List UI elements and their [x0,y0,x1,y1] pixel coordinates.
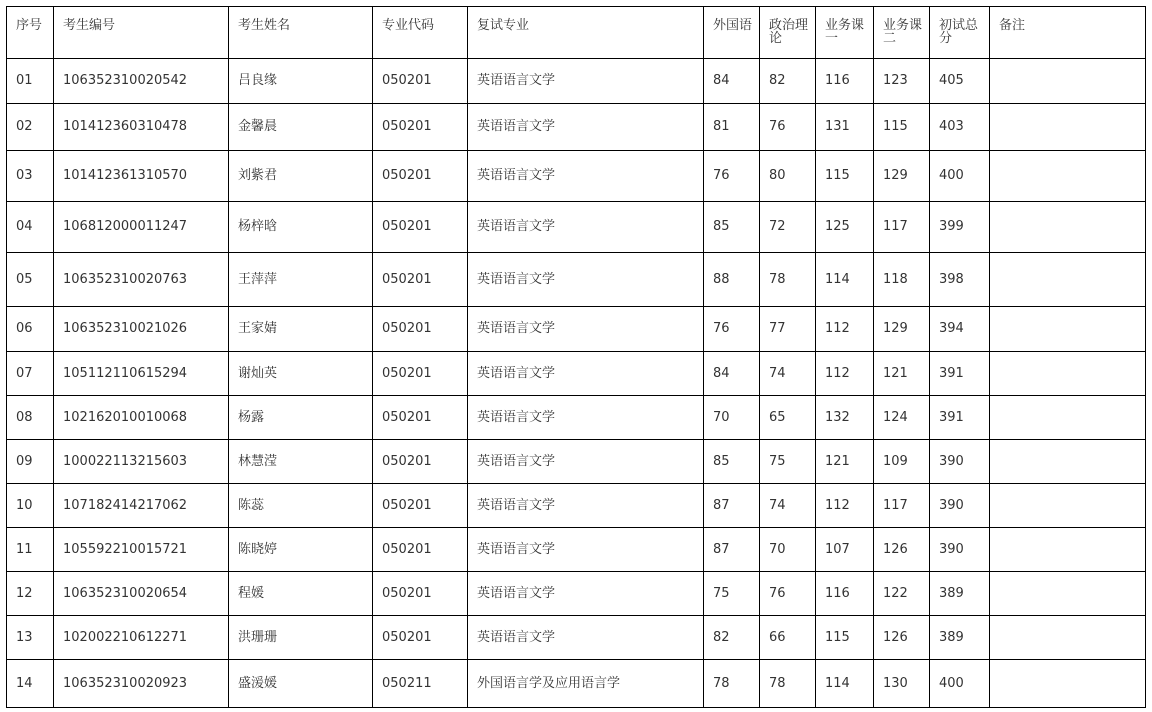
cell-retest-major: 英语语言文学 [468,440,704,484]
cell-seq: 10 [7,484,54,528]
cell-foreign-language: 88 [704,253,760,307]
cell-seq: 09 [7,440,54,484]
header-politics: 政治理论 [760,7,816,59]
cell-major-code: 050201 [373,151,468,202]
cell-exam-id: 106352310020923 [54,660,229,708]
cell-subject-one: 132 [816,396,874,440]
cell-remarks [990,59,1146,104]
cell-name: 金馨晨 [229,104,373,151]
table-row [7,572,1146,616]
cell-name: 盛湲媛 [229,660,373,708]
cell-subject-one: 115 [816,151,874,202]
cell-exam-id: 102162010010068 [54,396,229,440]
cell-exam-id: 106352310020654 [54,572,229,616]
cell-politics: 76 [760,104,816,151]
cell-exam-id: 106352310021026 [54,307,229,352]
cell-politics: 74 [760,484,816,528]
cell-foreign-language: 87 [704,528,760,572]
cell-foreign-language: 84 [704,352,760,396]
cell-seq: 14 [7,660,54,708]
cell-exam-id: 106812000011247 [54,202,229,253]
cell-exam-id: 107182414217062 [54,484,229,528]
cell-politics: 77 [760,307,816,352]
score-table [6,6,1146,708]
cell-foreign-language: 85 [704,202,760,253]
cell-total-score: 390 [930,440,990,484]
cell-name: 林慧滢 [229,440,373,484]
cell-subject-two: 124 [874,396,930,440]
cell-retest-major: 英语语言文学 [468,528,704,572]
cell-total-score: 405 [930,59,990,104]
cell-retest-major: 英语语言文学 [468,572,704,616]
cell-politics: 76 [760,572,816,616]
cell-exam-id: 105112110615294 [54,352,229,396]
cell-subject-one: 115 [816,616,874,660]
table-row [7,104,1146,151]
cell-politics: 80 [760,151,816,202]
cell-seq: 05 [7,253,54,307]
cell-subject-two: 130 [874,660,930,708]
cell-total-score: 390 [930,484,990,528]
header-name: 考生姓名 [229,7,373,59]
cell-name: 王萍萍 [229,253,373,307]
cell-seq: 03 [7,151,54,202]
cell-politics: 65 [760,396,816,440]
cell-exam-id: 102002210612271 [54,616,229,660]
cell-subject-two: 123 [874,59,930,104]
table-row [7,307,1146,352]
table-row [7,59,1146,104]
cell-name: 陈蕊 [229,484,373,528]
cell-major-code: 050201 [373,253,468,307]
cell-subject-two: 117 [874,202,930,253]
cell-remarks [990,440,1146,484]
cell-subject-two: 126 [874,528,930,572]
cell-retest-major: 英语语言文学 [468,104,704,151]
cell-subject-two: 109 [874,440,930,484]
cell-foreign-language: 78 [704,660,760,708]
cell-major-code: 050201 [373,352,468,396]
cell-name: 陈晓婷 [229,528,373,572]
cell-remarks [990,660,1146,708]
cell-remarks [990,616,1146,660]
table-row [7,151,1146,202]
table-row [7,396,1146,440]
cell-name: 谢灿英 [229,352,373,396]
cell-retest-major: 英语语言文学 [468,307,704,352]
cell-remarks [990,396,1146,440]
cell-total-score: 398 [930,253,990,307]
cell-foreign-language: 82 [704,616,760,660]
cell-foreign-language: 75 [704,572,760,616]
cell-name: 王家婧 [229,307,373,352]
cell-remarks [990,484,1146,528]
cell-exam-id: 106352310020763 [54,253,229,307]
cell-major-code: 050201 [373,484,468,528]
cell-major-code: 050201 [373,202,468,253]
cell-total-score: 400 [930,151,990,202]
table-header-row [7,7,1146,59]
cell-foreign-language: 81 [704,104,760,151]
table-row [7,484,1146,528]
cell-major-code: 050211 [373,660,468,708]
header-retest-major: 复试专业 [468,7,704,59]
cell-name: 杨梓晗 [229,202,373,253]
cell-name: 刘紫君 [229,151,373,202]
cell-total-score: 399 [930,202,990,253]
cell-total-score: 389 [930,572,990,616]
cell-retest-major: 英语语言文学 [468,253,704,307]
cell-subject-two: 129 [874,151,930,202]
cell-remarks [990,104,1146,151]
cell-major-code: 050201 [373,440,468,484]
score-table-container [6,6,1146,708]
cell-retest-major: 英语语言文学 [468,484,704,528]
cell-total-score: 400 [930,660,990,708]
cell-major-code: 050201 [373,616,468,660]
cell-major-code: 050201 [373,104,468,151]
cell-politics: 75 [760,440,816,484]
cell-politics: 70 [760,528,816,572]
cell-seq: 12 [7,572,54,616]
cell-subject-two: 118 [874,253,930,307]
table-row [7,440,1146,484]
cell-retest-major: 外国语言学及应用语言学 [468,660,704,708]
cell-subject-one: 125 [816,202,874,253]
cell-subject-one: 107 [816,528,874,572]
cell-retest-major: 英语语言文学 [468,396,704,440]
cell-remarks [990,151,1146,202]
cell-politics: 66 [760,616,816,660]
cell-subject-two: 117 [874,484,930,528]
cell-politics: 78 [760,253,816,307]
table-row [7,352,1146,396]
cell-remarks [990,202,1146,253]
cell-subject-one: 112 [816,484,874,528]
cell-remarks [990,528,1146,572]
cell-subject-one: 116 [816,59,874,104]
cell-seq: 07 [7,352,54,396]
cell-exam-id: 100022113215603 [54,440,229,484]
cell-major-code: 050201 [373,528,468,572]
cell-subject-one: 131 [816,104,874,151]
cell-subject-two: 129 [874,307,930,352]
cell-exam-id: 101412361310570 [54,151,229,202]
header-major-code: 专业代码 [373,7,468,59]
cell-subject-two: 121 [874,352,930,396]
cell-foreign-language: 76 [704,151,760,202]
cell-foreign-language: 70 [704,396,760,440]
cell-subject-two: 122 [874,572,930,616]
table-row [7,202,1146,253]
cell-subject-one: 112 [816,307,874,352]
cell-subject-two: 115 [874,104,930,151]
cell-remarks [990,253,1146,307]
cell-foreign-language: 87 [704,484,760,528]
cell-major-code: 050201 [373,59,468,104]
table-row [7,253,1146,307]
cell-seq: 01 [7,59,54,104]
header-total-score: 初试总分 [930,7,990,59]
cell-retest-major: 英语语言文学 [468,616,704,660]
cell-seq: 02 [7,104,54,151]
header-subject-one: 业务课一 [816,7,874,59]
cell-retest-major: 英语语言文学 [468,151,704,202]
cell-politics: 82 [760,59,816,104]
header-seq: 序号 [7,7,54,59]
cell-subject-one: 112 [816,352,874,396]
cell-retest-major: 英语语言文学 [468,59,704,104]
cell-total-score: 391 [930,396,990,440]
header-foreign-language: 外国语 [704,7,760,59]
cell-exam-id: 101412360310478 [54,104,229,151]
cell-name: 程媛 [229,572,373,616]
header-remarks: 备注 [990,7,1146,59]
cell-foreign-language: 85 [704,440,760,484]
cell-name: 吕良缘 [229,59,373,104]
cell-retest-major: 英语语言文学 [468,202,704,253]
cell-seq: 13 [7,616,54,660]
cell-subject-one: 121 [816,440,874,484]
cell-total-score: 394 [930,307,990,352]
cell-major-code: 050201 [373,396,468,440]
cell-total-score: 391 [930,352,990,396]
cell-seq: 11 [7,528,54,572]
cell-major-code: 050201 [373,572,468,616]
cell-foreign-language: 76 [704,307,760,352]
table-body [7,59,1146,708]
table-row [7,528,1146,572]
cell-name: 杨露 [229,396,373,440]
cell-retest-major: 英语语言文学 [468,352,704,396]
cell-exam-id: 106352310020542 [54,59,229,104]
cell-remarks [990,307,1146,352]
cell-subject-one: 114 [816,660,874,708]
cell-politics: 72 [760,202,816,253]
cell-politics: 78 [760,660,816,708]
cell-total-score: 390 [930,528,990,572]
cell-foreign-language: 84 [704,59,760,104]
cell-name: 洪珊珊 [229,616,373,660]
cell-total-score: 403 [930,104,990,151]
cell-total-score: 389 [930,616,990,660]
cell-subject-one: 116 [816,572,874,616]
cell-seq: 06 [7,307,54,352]
cell-seq: 04 [7,202,54,253]
cell-major-code: 050201 [373,307,468,352]
cell-seq: 08 [7,396,54,440]
table-row [7,616,1146,660]
cell-remarks [990,572,1146,616]
cell-remarks [990,352,1146,396]
table-row [7,660,1146,708]
cell-politics: 74 [760,352,816,396]
cell-exam-id: 105592210015721 [54,528,229,572]
header-subject-two: 业务课二 [874,7,930,59]
cell-subject-two: 126 [874,616,930,660]
header-exam-id: 考生编号 [54,7,229,59]
cell-subject-one: 114 [816,253,874,307]
